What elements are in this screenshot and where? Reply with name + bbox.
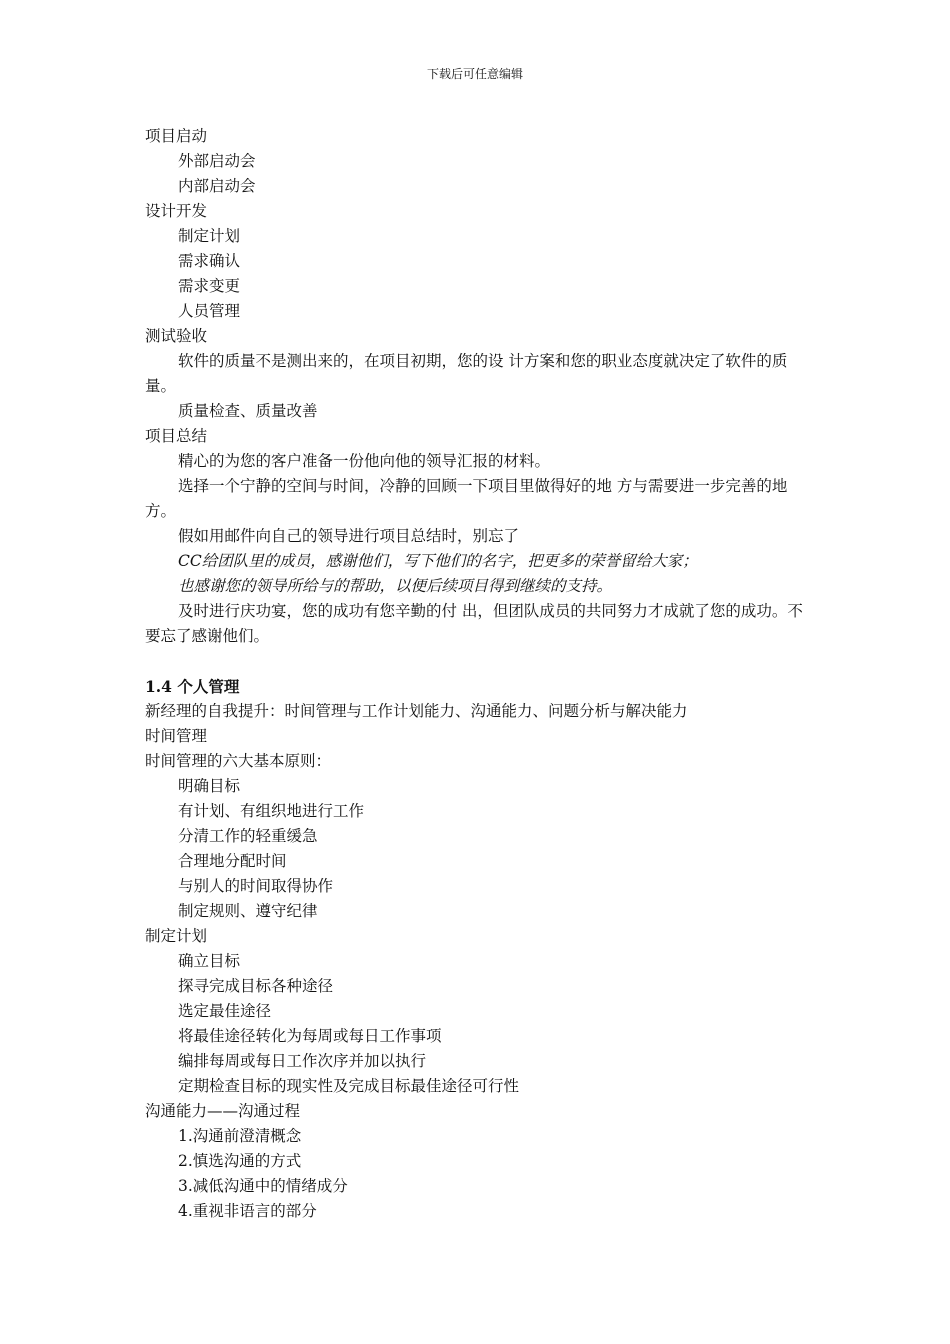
list-item: 内部启动会 bbox=[178, 177, 256, 195]
paragraph: 及时进行庆功宴，您的成功有您辛勤的付 出，但团队成员的共同努力才成就了您的成功。不要忘了感谢他们。 bbox=[145, 602, 803, 645]
list-item: 确立目标 bbox=[178, 952, 241, 970]
list-item: 明确目标 bbox=[178, 777, 241, 795]
list-item: 外部启动会 bbox=[178, 152, 256, 170]
heading-principles: 时间管理的六大基本原则： bbox=[145, 752, 332, 770]
heading-plan: 制定计划 bbox=[145, 927, 208, 945]
list-item: 质量检查、质量改善 bbox=[178, 402, 318, 420]
list-item: 合理地分配时间 bbox=[178, 852, 287, 870]
list-item: 3.减低沟通中的情绪成分 bbox=[178, 1177, 348, 1195]
paragraph: 假如用邮件向自己的领导进行项目总结时，别忘了 bbox=[178, 527, 520, 545]
paragraph: 精心的为您的客户准备一份他向他的领导汇报的材料。 bbox=[178, 452, 551, 470]
list-item: 与别人的时间取得协作 bbox=[178, 877, 334, 895]
heading-launch: 项目启动 bbox=[145, 127, 208, 145]
section-title: 1.4 个人管理 bbox=[145, 677, 240, 696]
italic-line: CC给团队里的成员，感谢他们，写下他们的名字，把更多的荣誉留给大家； bbox=[178, 552, 698, 570]
list-item: 1.沟通前澄清概念 bbox=[178, 1127, 302, 1145]
list-item: 编排每周或每日工作次序并加以执行 bbox=[178, 1052, 427, 1070]
heading-test: 测试验收 bbox=[145, 327, 208, 345]
paragraph: 选择一个宁静的空间与时间，冷静的回顾一下项目里做得好的地 方与需要进一步完善的地方。 bbox=[145, 477, 788, 520]
list-item: 4.重视非语言的部分 bbox=[178, 1202, 317, 1220]
italic-line: 也感谢您的领导所给与的帮助，以便后续项目得到继续的支持。 bbox=[178, 577, 613, 595]
list-item: 将最佳途径转化为每周或每日工作事项 bbox=[178, 1027, 442, 1045]
list-item: 分清工作的轻重缓急 bbox=[178, 827, 318, 845]
page-header: 下载后可任意编辑 bbox=[426, 67, 523, 81]
list-item: 有计划、有组织地进行工作 bbox=[178, 802, 365, 820]
list-item: 需求确认 bbox=[178, 252, 241, 270]
heading-time-management: 时间管理 bbox=[145, 727, 208, 745]
spacer bbox=[145, 649, 813, 674]
list-item: 需求变更 bbox=[178, 277, 241, 295]
paragraph: 软件的质量不是测出来的，在项目初期，您的设 计方案和您的职业态度就决定了软件的质量。 bbox=[145, 352, 788, 395]
heading-communication: 沟通能力——沟通过程 bbox=[145, 1102, 301, 1120]
list-item: 人员管理 bbox=[178, 302, 241, 320]
list-item: 探寻完成目标各种途径 bbox=[178, 977, 334, 995]
heading-summary: 项目总结 bbox=[145, 427, 208, 445]
document-body bbox=[145, 124, 813, 1224]
intro-text: 新经理的自我提升：时间管理与工作计划能力、沟通能力、问题分析与解决能力 bbox=[145, 702, 688, 720]
list-item: 制定规则、遵守纪律 bbox=[178, 902, 318, 920]
heading-design: 设计开发 bbox=[145, 202, 208, 220]
list-item: 定期检查目标的现实性及完成目标最佳途径可行性 bbox=[178, 1077, 520, 1095]
list-item: 2.慎选沟通的方式 bbox=[178, 1152, 302, 1170]
list-item: 选定最佳途径 bbox=[178, 1002, 272, 1020]
list-item: 制定计划 bbox=[178, 227, 241, 245]
